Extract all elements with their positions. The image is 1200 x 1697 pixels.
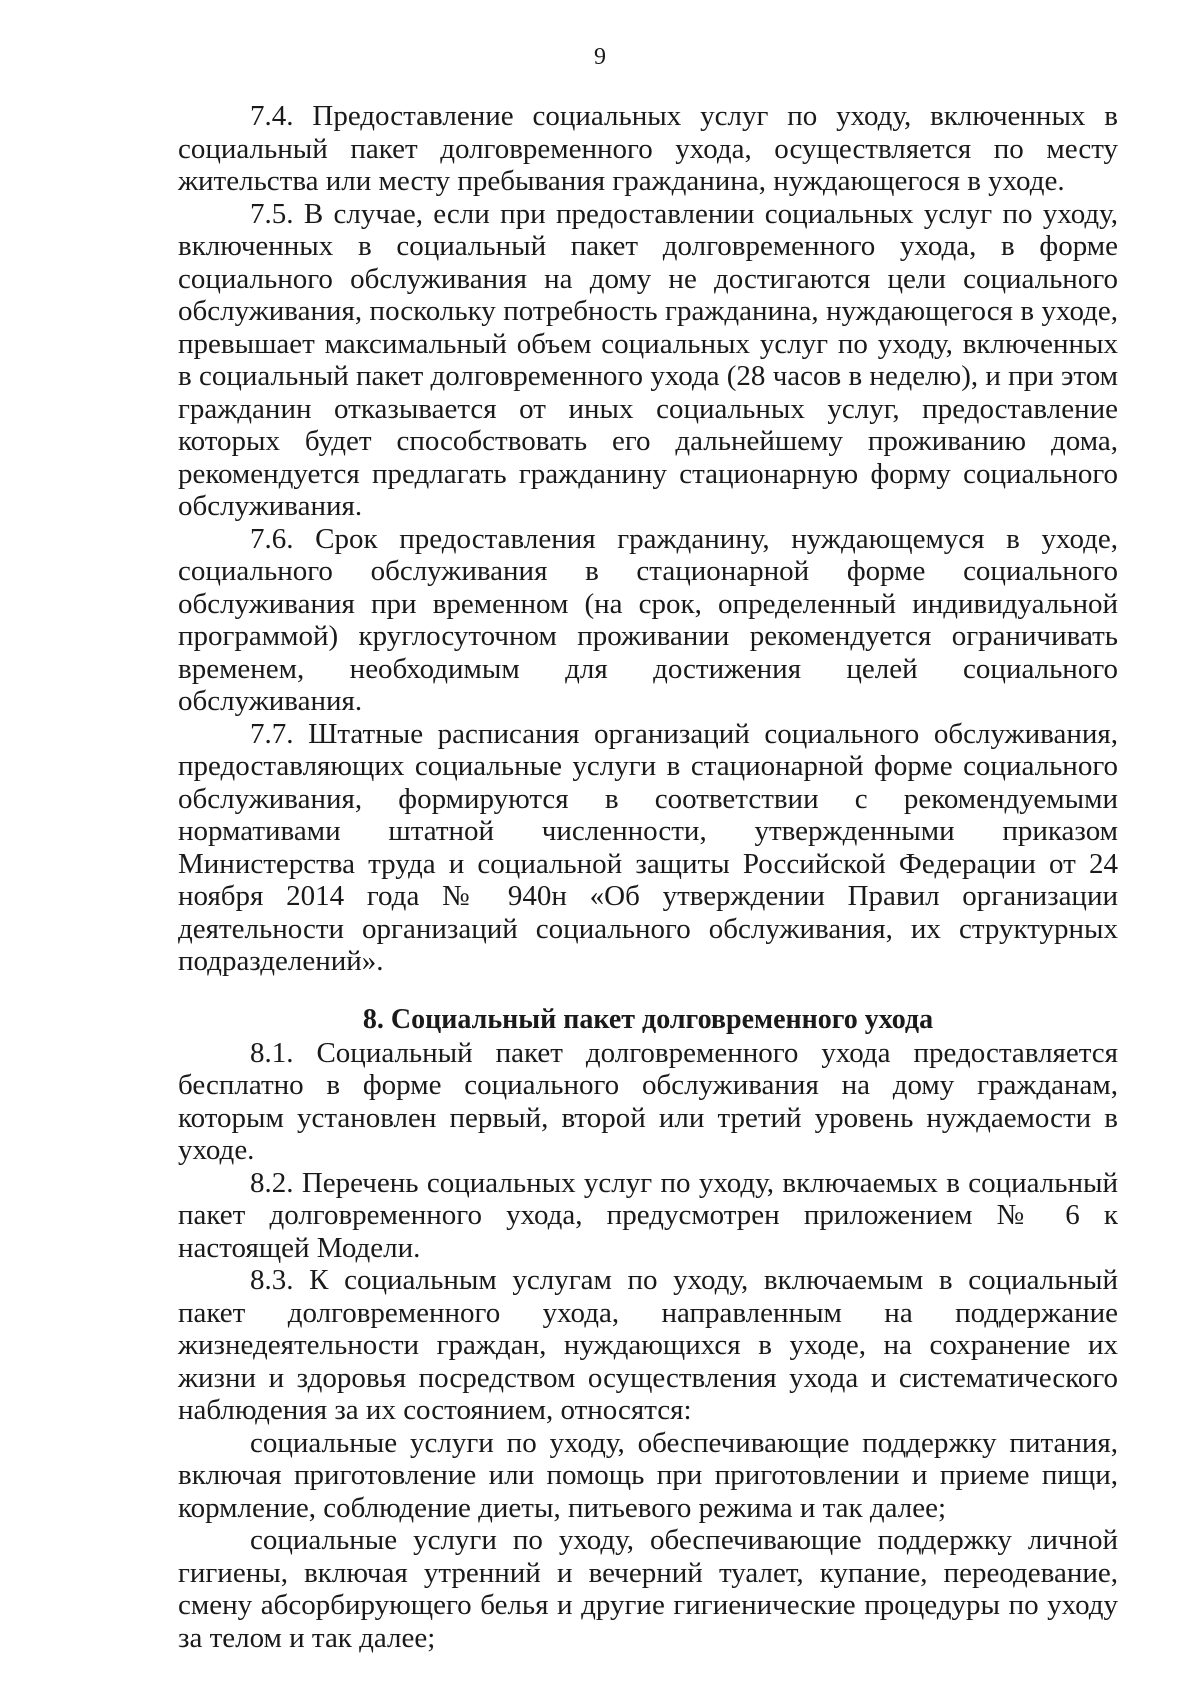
paragraph-7-5: 7.5. В случае, если при предоставлении социальных услуг по уходу, включенных в социальный пакет долговременного ухода, в форме социального обслуживания на дому не достигаются цели социального обслуживания, поскольку потребность гражданина, нуждающегося в уходе, превышает максимальный объем социальных услуг по уходу, включенных в социальный пакет долговременного ухода (28 часов в неделю), и при этом гражданин отказывается от иных социальных услуг, предоставление которых будет способствовать его дальнейшему проживанию дома, рекомендуется предлагать гражданину стационарную форму социального обслуживания.	[178, 197, 1118, 522]
paragraph-8-1: 8.1. Социальный пакет долговременного ухода предоставляется бесплатно в форме социального обслуживания на дому гражданам, которым установлен первый, второй или третий уровень нуждаемости в уходе.	[178, 1036, 1118, 1166]
paragraph-7-4: 7.4. Предоставление социальных услуг по уходу, включенных в социальный пакет долговременного ухода, осуществляется по месту жительства или месту пребывания гражданина, нуждающегося в уходе.	[178, 100, 1118, 197]
paragraph-7-7: 7.7. Штатные расписания организаций социального обслуживания, предоставляющих социальные услуги в стационарной форме социального обслуживания, формируются в соответствии с рекомендуемыми нормативами штатной численности, утвержденными приказом Министерства труда и социальной защиты Российской Федерации от 24 ноября 2014 года № 940н «Об утверждении Правил организации деятельности организаций социального обслуживания, их структурных подразделений».	[178, 717, 1118, 977]
list-item-hygiene: социальные услуги по уходу, обеспечивающие поддержку личной гигиены, включая утренний и вечерний туалет, купание, переодевание, смену абсорбирующего белья и другие гигиенические процедуры по уходу за телом и так далее;	[178, 1524, 1118, 1654]
section-title: 8. Социальный пакет долговременного ухода	[362, 1003, 934, 1035]
paragraph-8-3: 8.3. К социальным услугам по уходу, включаемым в социальный пакет долговременного ухода, направленным на поддержание жизнедеятельности граждан, нуждающихся в уходе, на сохранение их жизни и здоровья посредством осуществления ухода и систематического наблюдения за их состоянием, относятся:	[178, 1264, 1118, 1426]
document-body	[178, 100, 1118, 1654]
list-item-nutrition: социальные услуги по уходу, обеспечивающие поддержку питания, включая приготовление или помощь при приготовлении и приеме пищи, кормление, соблюдение диеты, питьевого режима и так далее;	[178, 1426, 1118, 1524]
paragraph-7-6: 7.6. Срок предоставления гражданину, нуждающемуся в уходе, социального обслуживания в стационарной форме социального обслуживания при временном (на срок, определенный индивидуальной программой) круглосуточном проживании рекомендуется ограничивать временем, необходимым для достижения целей социального обслуживания.	[178, 522, 1118, 717]
paragraph-8-2: 8.2. Перечень социальных услуг по уходу, включаемых в социальный пакет долговременного ухода, предусмотрен приложением № 6 к настоящей Модели.	[178, 1166, 1118, 1264]
page-number: 9	[594, 44, 606, 70]
